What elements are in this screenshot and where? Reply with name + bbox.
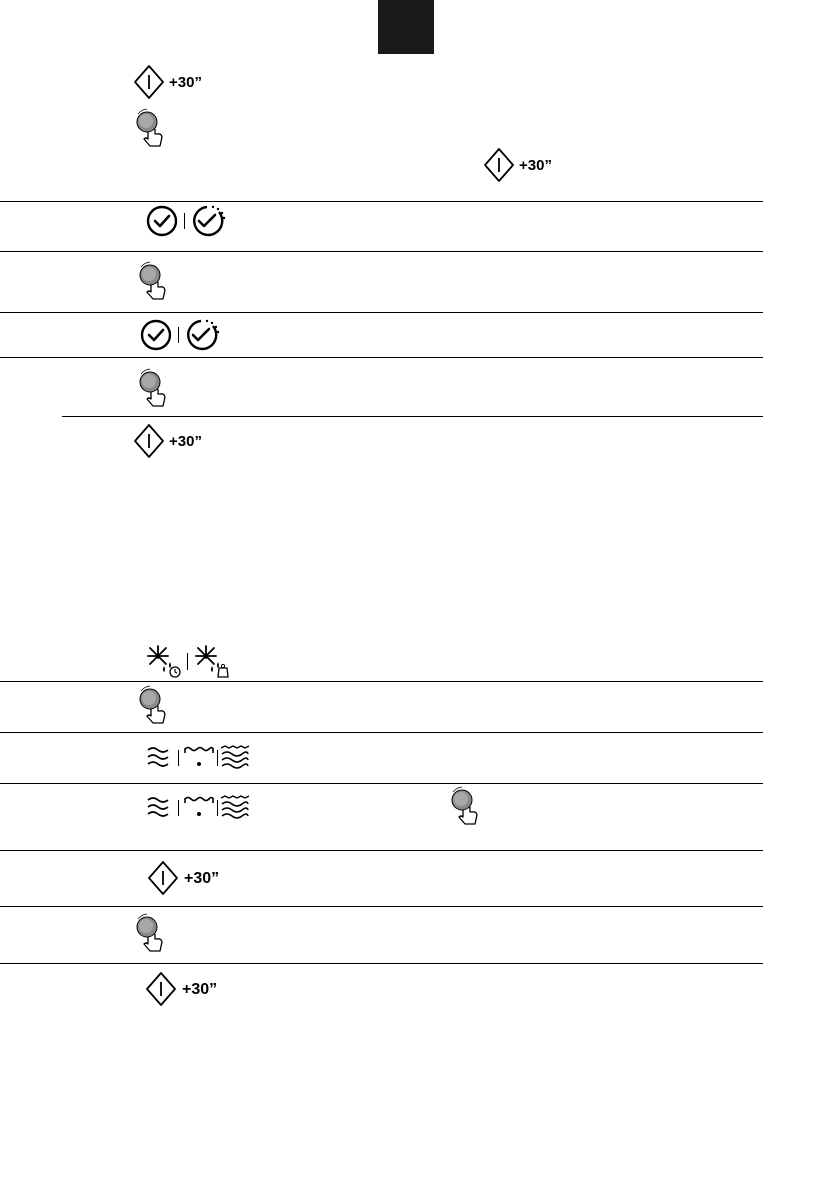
divider (0, 850, 763, 851)
start-diamond-icon (134, 65, 164, 99)
separator (178, 750, 179, 766)
microwave-waves-icon (146, 746, 174, 770)
dial-knob-hand-icon (134, 109, 166, 149)
start-diamond-icon (148, 861, 178, 895)
grill-icon (184, 795, 214, 821)
plus-30-label: +30” (169, 433, 202, 450)
dial-knob-hand-icon (137, 686, 169, 726)
plus-30-label: +30” (519, 157, 552, 174)
plus-30-label: +30” (184, 870, 220, 887)
timer-check-icon (191, 203, 227, 237)
plus-30-label: +30” (182, 981, 218, 998)
divider (0, 312, 763, 313)
dial-knob-hand-icon (137, 369, 169, 409)
separator (217, 750, 218, 766)
divider (0, 201, 763, 202)
separator (178, 800, 179, 816)
divider (0, 783, 763, 784)
dial-knob-hand-icon (134, 914, 166, 954)
start-diamond-icon (146, 972, 176, 1006)
divider (0, 732, 763, 733)
separator (217, 800, 218, 816)
grill-icon (184, 745, 214, 771)
dial-knob-hand-icon (449, 787, 481, 827)
divider (0, 681, 763, 682)
dial-knob-hand-icon (137, 262, 169, 302)
defrost-weight-icon (194, 644, 230, 678)
plus-30-label: +30” (169, 74, 202, 91)
divider (0, 357, 763, 358)
separator (178, 327, 179, 343)
divider (62, 416, 763, 417)
header-tab (378, 0, 434, 54)
combi-waves-icon (220, 795, 250, 821)
start-diamond-icon (134, 424, 164, 458)
separator (187, 653, 188, 670)
microwave-waves-icon (146, 796, 174, 820)
divider (0, 963, 763, 964)
clock-check-icon (140, 319, 172, 351)
defrost-time-icon (146, 644, 182, 678)
combi-waves-icon (220, 745, 250, 771)
start-diamond-icon (484, 148, 514, 182)
separator (184, 213, 185, 229)
divider (0, 906, 763, 907)
divider (0, 251, 763, 252)
timer-check-icon (185, 317, 221, 351)
clock-check-icon (146, 205, 178, 237)
